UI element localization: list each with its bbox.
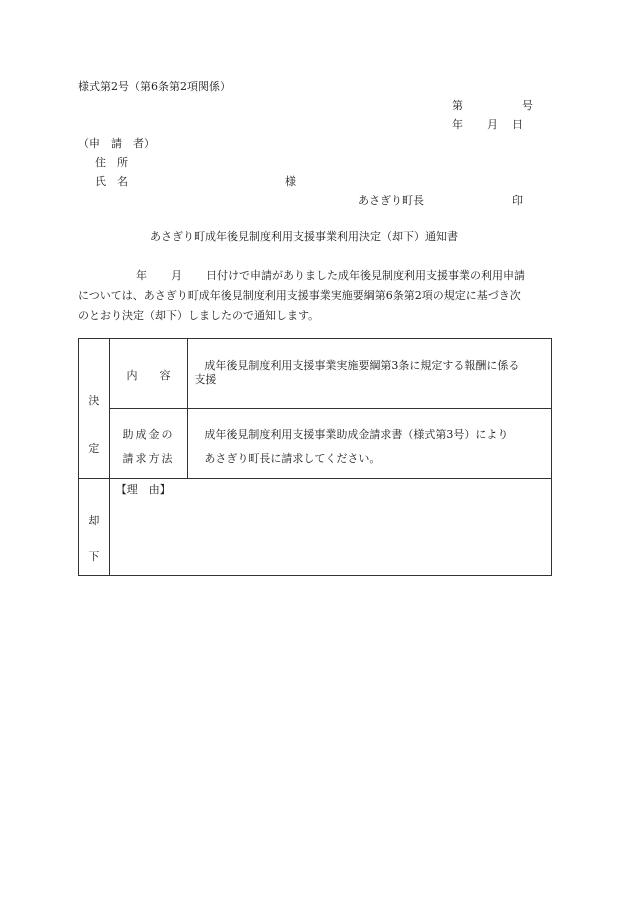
method-label-line-2: 請求方法 (122, 452, 175, 465)
doc-number-prefix: 第 (452, 99, 463, 112)
body-year: 年 (136, 269, 147, 282)
method-value-cell (188, 409, 552, 479)
applicant-heading: （申 請 者） (78, 137, 155, 150)
issuer-seal: 印 (512, 194, 523, 207)
reject-label-2: 下 (88, 550, 100, 563)
content-value-line-1: 成年後見制度利用支援事業実施要綱第3条に規定する報酬に係る (204, 359, 520, 372)
decision-label-1: 決 (88, 394, 100, 407)
body-month: 月 (171, 269, 182, 282)
issuer-name: あさぎり町長 (358, 194, 424, 207)
form-id: 様式第2号（第6条第2項関係） (78, 80, 231, 93)
date-year: 年 (452, 118, 463, 131)
body-line-1-rest: 日付けで申請がありました成年後見制度利用支援事業の利用申請 (206, 269, 525, 282)
decision-label-cell (79, 339, 110, 479)
content-value-line-2: 支援 (194, 373, 217, 386)
body-line-1 (78, 266, 554, 286)
reject-label-1: 却 (88, 514, 100, 527)
content-label: 内 容 (126, 369, 171, 382)
body-paragraph (78, 266, 554, 326)
content-label-cell (109, 339, 188, 409)
content-value-cell (188, 339, 552, 409)
decision-label-2: 定 (88, 442, 100, 455)
body-line-3: のとおり決定（却下）しましたので通知します。 (78, 309, 320, 322)
date-day: 日 (512, 118, 523, 131)
reason-label: 【理 由】 (115, 483, 171, 496)
name-label: 氏 名 (95, 175, 128, 188)
method-label-cell (109, 409, 188, 479)
address-label: 住 所 (95, 156, 128, 169)
reject-label-cell (79, 479, 110, 576)
document-title: あさぎり町成年後見制度利用支援事業利用決定（却下）通知書 (150, 230, 458, 243)
decision-table (78, 338, 552, 576)
doc-number-suffix: 号 (522, 99, 533, 112)
body-line-2: については、あさぎり町成年後見制度利用支援事業実施要綱第6条第2項の規定に基づき次 (78, 289, 521, 302)
method-label-line-1: 助成金の (122, 428, 175, 441)
method-value-line-2: あさぎり町長に請求してください。 (204, 452, 381, 465)
reason-cell (109, 479, 551, 576)
method-value-line-1: 成年後見制度利用支援事業助成金請求書（様式第3号）により (204, 428, 509, 441)
honorific: 様 (285, 175, 296, 188)
date-month: 月 (487, 118, 498, 131)
